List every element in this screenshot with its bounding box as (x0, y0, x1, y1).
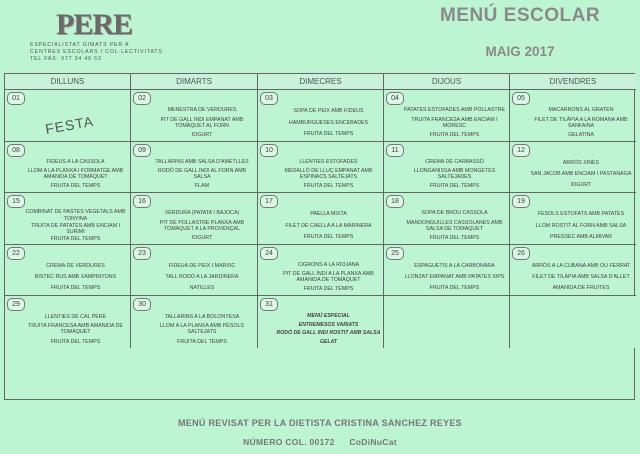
menu-item: CIGRONS A LA RIOJANA (297, 261, 360, 268)
menu-item: TRUITA FRANCESA AMB AMANIDA DE TOMÀQUET (28, 323, 123, 336)
col-number: NÚMERO COL. 00172 (243, 437, 335, 447)
day-number-badge: 19 (512, 195, 530, 208)
menu-item: FILET DE CAELLA A LA MARINERA (285, 222, 372, 229)
menu-item: NATILLES (189, 285, 215, 292)
menu-items (402, 209, 507, 243)
holiday-label: FESTA (43, 112, 96, 138)
menu-item: FRUITA DEL TEMPS (50, 235, 101, 242)
page-subtitle: MAIG 2017 (485, 44, 555, 59)
menu-item: MANDONGUILLES CASSOLANES AMB SALSA DE TOMÀQUET (406, 219, 503, 232)
menu-items (23, 209, 128, 243)
day-number-badge: 01 (7, 92, 25, 105)
day-number-badge: 03 (260, 92, 278, 105)
menu-calendar-grid (4, 73, 635, 400)
menu-item: SOPA DE PEIX AMB FIDEUS (293, 108, 364, 115)
menu-item: FLAM (194, 183, 210, 190)
col-org: CoDiNuCat (349, 437, 397, 447)
menu-item: AMANIDA DE FRUITES (552, 285, 610, 292)
menu-item: IOGURT (191, 131, 213, 138)
menu-items (23, 106, 128, 140)
menu-item: PIT DE POLLASTRE PLANXA AMB TOMÀQUET A LA PROVENÇAL (159, 219, 245, 232)
day-header: DIMECRES (258, 74, 384, 90)
menu-items (402, 106, 507, 140)
menu-item: PAELLA MIXTA (310, 211, 347, 218)
day-cell (510, 142, 636, 194)
menu-item: TALL RODÓ A LA JARDINERA (165, 274, 239, 281)
menu-item: ARRÒS XINÈS (562, 159, 600, 166)
day-cell (510, 245, 636, 297)
menu-items (149, 158, 255, 192)
menu-item: SAN JACOB AMB ENCIAM I PASTANAGA (530, 171, 632, 178)
menu-item: FESOLS ESTOFATS AMB PATATES (537, 211, 625, 218)
menu-item: LLOM ROSTIT AL FORN AMB SALSA (535, 222, 627, 229)
menu-item: TALLARINS A LA BOLONYESA (164, 313, 240, 320)
day-cell (384, 90, 510, 142)
day-cell (5, 90, 131, 142)
menu-item: SOPA DE BROU CASSOLA (421, 210, 488, 217)
day-number-badge: 23 (133, 247, 151, 260)
menu-item: FRUITA DEL TEMPS (50, 285, 101, 292)
menu-items (276, 158, 381, 192)
day-cell (258, 142, 384, 194)
menu-item: LLENTIES ESTOFADES (299, 158, 358, 165)
day-number-badge: 04 (386, 92, 404, 105)
logo-line: CENTRES ESCOLARS I COL·LECTIVITATS (30, 49, 163, 55)
menu-items (528, 209, 634, 243)
menu-item: BISTEC RUS AMB XAMPINYONS (34, 274, 117, 281)
menu-item: LLOM A LA PLANXA AMB PÈSOLS SALTEJATS (160, 323, 244, 336)
menu-items (149, 312, 255, 347)
day-number-badge: 24 (260, 247, 278, 260)
logo-text (30, 42, 210, 63)
registration-line (0, 437, 640, 447)
day-header: DILLUNS (5, 74, 131, 90)
day-number-badge: 29 (7, 298, 25, 311)
empty-day-cell (384, 296, 510, 348)
menu-item: MEDALLÓ DE LLUÇ EMPANAT AMB ESPINACS SALTEJATS (284, 168, 373, 181)
menu-item: GELATINA (568, 131, 594, 138)
menu-item: TALLARINS AMB SALSA D'AMETLLES (155, 158, 249, 165)
menu-items (276, 261, 381, 295)
menu-item: FRUITA DEL TEMPS (429, 183, 480, 190)
page-title: MENÚ ESCOLAR (439, 5, 601, 26)
menu-items (528, 158, 634, 192)
day-cell (384, 142, 510, 194)
day-cell (5, 245, 131, 297)
day-cell (5, 193, 131, 245)
day-number-badge: 02 (133, 92, 151, 105)
day-cell (384, 245, 510, 297)
menu-item: ESPAGUETIS A LA CARBONARA (414, 262, 495, 269)
menu-item: FRUITA DEL TEMPS (429, 131, 480, 138)
menu-item: COMBINAT DE PASTES VEGETALS AMB TONYINA (25, 209, 126, 222)
menu-items (528, 106, 634, 140)
day-cell (131, 193, 258, 245)
day-header: DIJOUS (384, 74, 510, 90)
day-number-badge: 09 (133, 144, 151, 157)
menu-item: FILET DE TILÀPIA A LA ROMANA AMB SANFAINA (534, 116, 628, 129)
day-number-badge: 22 (7, 247, 25, 260)
menu-item: VERDURA (PATATA I BAJOCA) (164, 210, 240, 217)
menu-items (276, 312, 381, 347)
menu-item: LLOM A LA PLANXA I FORMATGE AMB AMANIDA DE TOMÀQUET (27, 168, 124, 181)
menu-item: LLONGANISSA AMB MONGETES SALTEJADES (413, 168, 496, 181)
day-cell (258, 296, 384, 348)
menu-item: FRUITA DEL TEMPS (429, 285, 480, 292)
day-cell (384, 193, 510, 245)
menu-item: ENTREMESOS VARIATS (298, 321, 359, 328)
day-cell (258, 193, 384, 245)
day-cell (510, 90, 636, 142)
day-number-badge: 25 (386, 247, 404, 260)
day-number-badge: 26 (512, 247, 530, 260)
day-number-badge: 12 (512, 144, 530, 157)
menu-item: FILET DE TILÀPIA AMB SALSA D'ALLET (532, 274, 630, 281)
menu-item: TRUITA FRANCESA AMB ENCIAM I MORESC (411, 116, 498, 129)
menu-items (23, 158, 128, 192)
menu-item: FRUITA DEL TEMPS (303, 183, 354, 190)
day-cell (5, 296, 131, 348)
menu-item: MACARRONS AL GRATEN (548, 107, 614, 114)
menu-items (276, 209, 381, 243)
menu-item: PIT DE GALL INDI A LA PLANXA AMB AMANIDA DE TOMÀQUET (283, 271, 374, 284)
menu-item: LLONZAT EMPANAT AMB PATATES XIPS (404, 274, 505, 281)
menu-item: RODÓ DE GALL INDI ROSTIT AMB SALSA (276, 330, 381, 337)
menu-items (149, 209, 255, 243)
day-cell (510, 193, 636, 245)
menu-item: MENESTRA DE VERDURES (167, 107, 237, 114)
menu-item: GELAT (319, 339, 338, 346)
menu-item: CREMA DE VERDURES (46, 262, 105, 269)
menu-item: LLENTIES DE CAL PERE (44, 313, 107, 320)
day-number-badge: 30 (133, 298, 151, 311)
menu-item: FIDEUS A LA CASSOLA (46, 158, 105, 165)
menu-items (402, 158, 507, 192)
menu-item: PIT DE GALL INDI EMPANAT AMB TOMÀQUET AL FORN (160, 116, 244, 129)
menu-item: ARRÒS A LA CUBANA AMB OU FERRAT (531, 262, 631, 269)
menu-item: FRUITA DEL TEMPS (177, 338, 227, 345)
day-number-badge: 17 (260, 195, 278, 208)
menu-items (528, 261, 634, 295)
day-number-badge: 08 (7, 144, 25, 157)
day-cell (258, 245, 384, 297)
day-cell (131, 245, 258, 297)
menu-items (276, 106, 381, 140)
menu-items (149, 106, 255, 140)
day-cell (5, 142, 131, 194)
day-number-badge: 11 (386, 144, 404, 157)
day-number-badge: 31 (260, 298, 278, 311)
day-number-badge: 10 (260, 144, 278, 157)
logo-line: ESPECIALISTAT GIMATS PER A (30, 42, 130, 48)
menu-item: IOGURT (570, 182, 592, 189)
day-cell (131, 142, 258, 194)
menu-item: PRESSEC AMB ALMIVAR (549, 233, 612, 240)
menu-item: IOGURT (191, 234, 213, 241)
logo-mark: PERE (56, 8, 133, 41)
menu-item: HAMBURGUESES ENCEBADES (288, 119, 369, 126)
menu-item: PATATES ESTOFADES AMB POLLASTRE (403, 107, 506, 114)
menu-items (23, 312, 128, 347)
menu-item: FIDEUA DE PEIX I MARISC (168, 262, 236, 269)
day-number-badge: 18 (386, 195, 404, 208)
menu-item: FRUITA DEL TEMPS (50, 183, 101, 190)
day-header: DIMARTS (131, 74, 258, 90)
company-logo (30, 8, 210, 66)
menu-item: FRUITA DEL TEMPS (429, 234, 480, 241)
day-cell (131, 296, 258, 348)
menu-item: FRUITA DEL TEMPS (303, 130, 354, 137)
menu-items (402, 261, 507, 295)
day-number-badge: 15 (7, 195, 25, 208)
menu-item: TRUITA DE PATATES AMB ENCIAM I SURIMI (31, 222, 120, 235)
day-number-badge: 05 (512, 92, 530, 105)
menu-item: RODÓ DE GALL INDI AL FORN AMB SALSA (157, 168, 247, 181)
day-number-badge: 16 (133, 195, 151, 208)
dietitian-note: MENÚ REVISAT PER LA DIETISTA CRISTINA SANCHEZ REYES (178, 418, 462, 428)
menu-item: CREMA DE CARBASSÓ (425, 158, 484, 165)
menu-item: FRUITA DEL TEMPS (303, 286, 354, 293)
day-cell (258, 90, 384, 142)
menu-items (23, 261, 128, 295)
menu-item: MENÚ ESPECIAL (307, 313, 350, 320)
day-cell (131, 90, 258, 142)
empty-day-cell (510, 296, 636, 348)
menu-items (149, 261, 255, 295)
menu-item: FRUITA DEL TEMPS (50, 338, 101, 345)
day-header: DIVENDRES (510, 74, 636, 90)
menu-item: FRUITA DEL TEMPS (303, 233, 354, 240)
logo-line: TEL FAX: 977 34 46 53 (30, 56, 102, 62)
